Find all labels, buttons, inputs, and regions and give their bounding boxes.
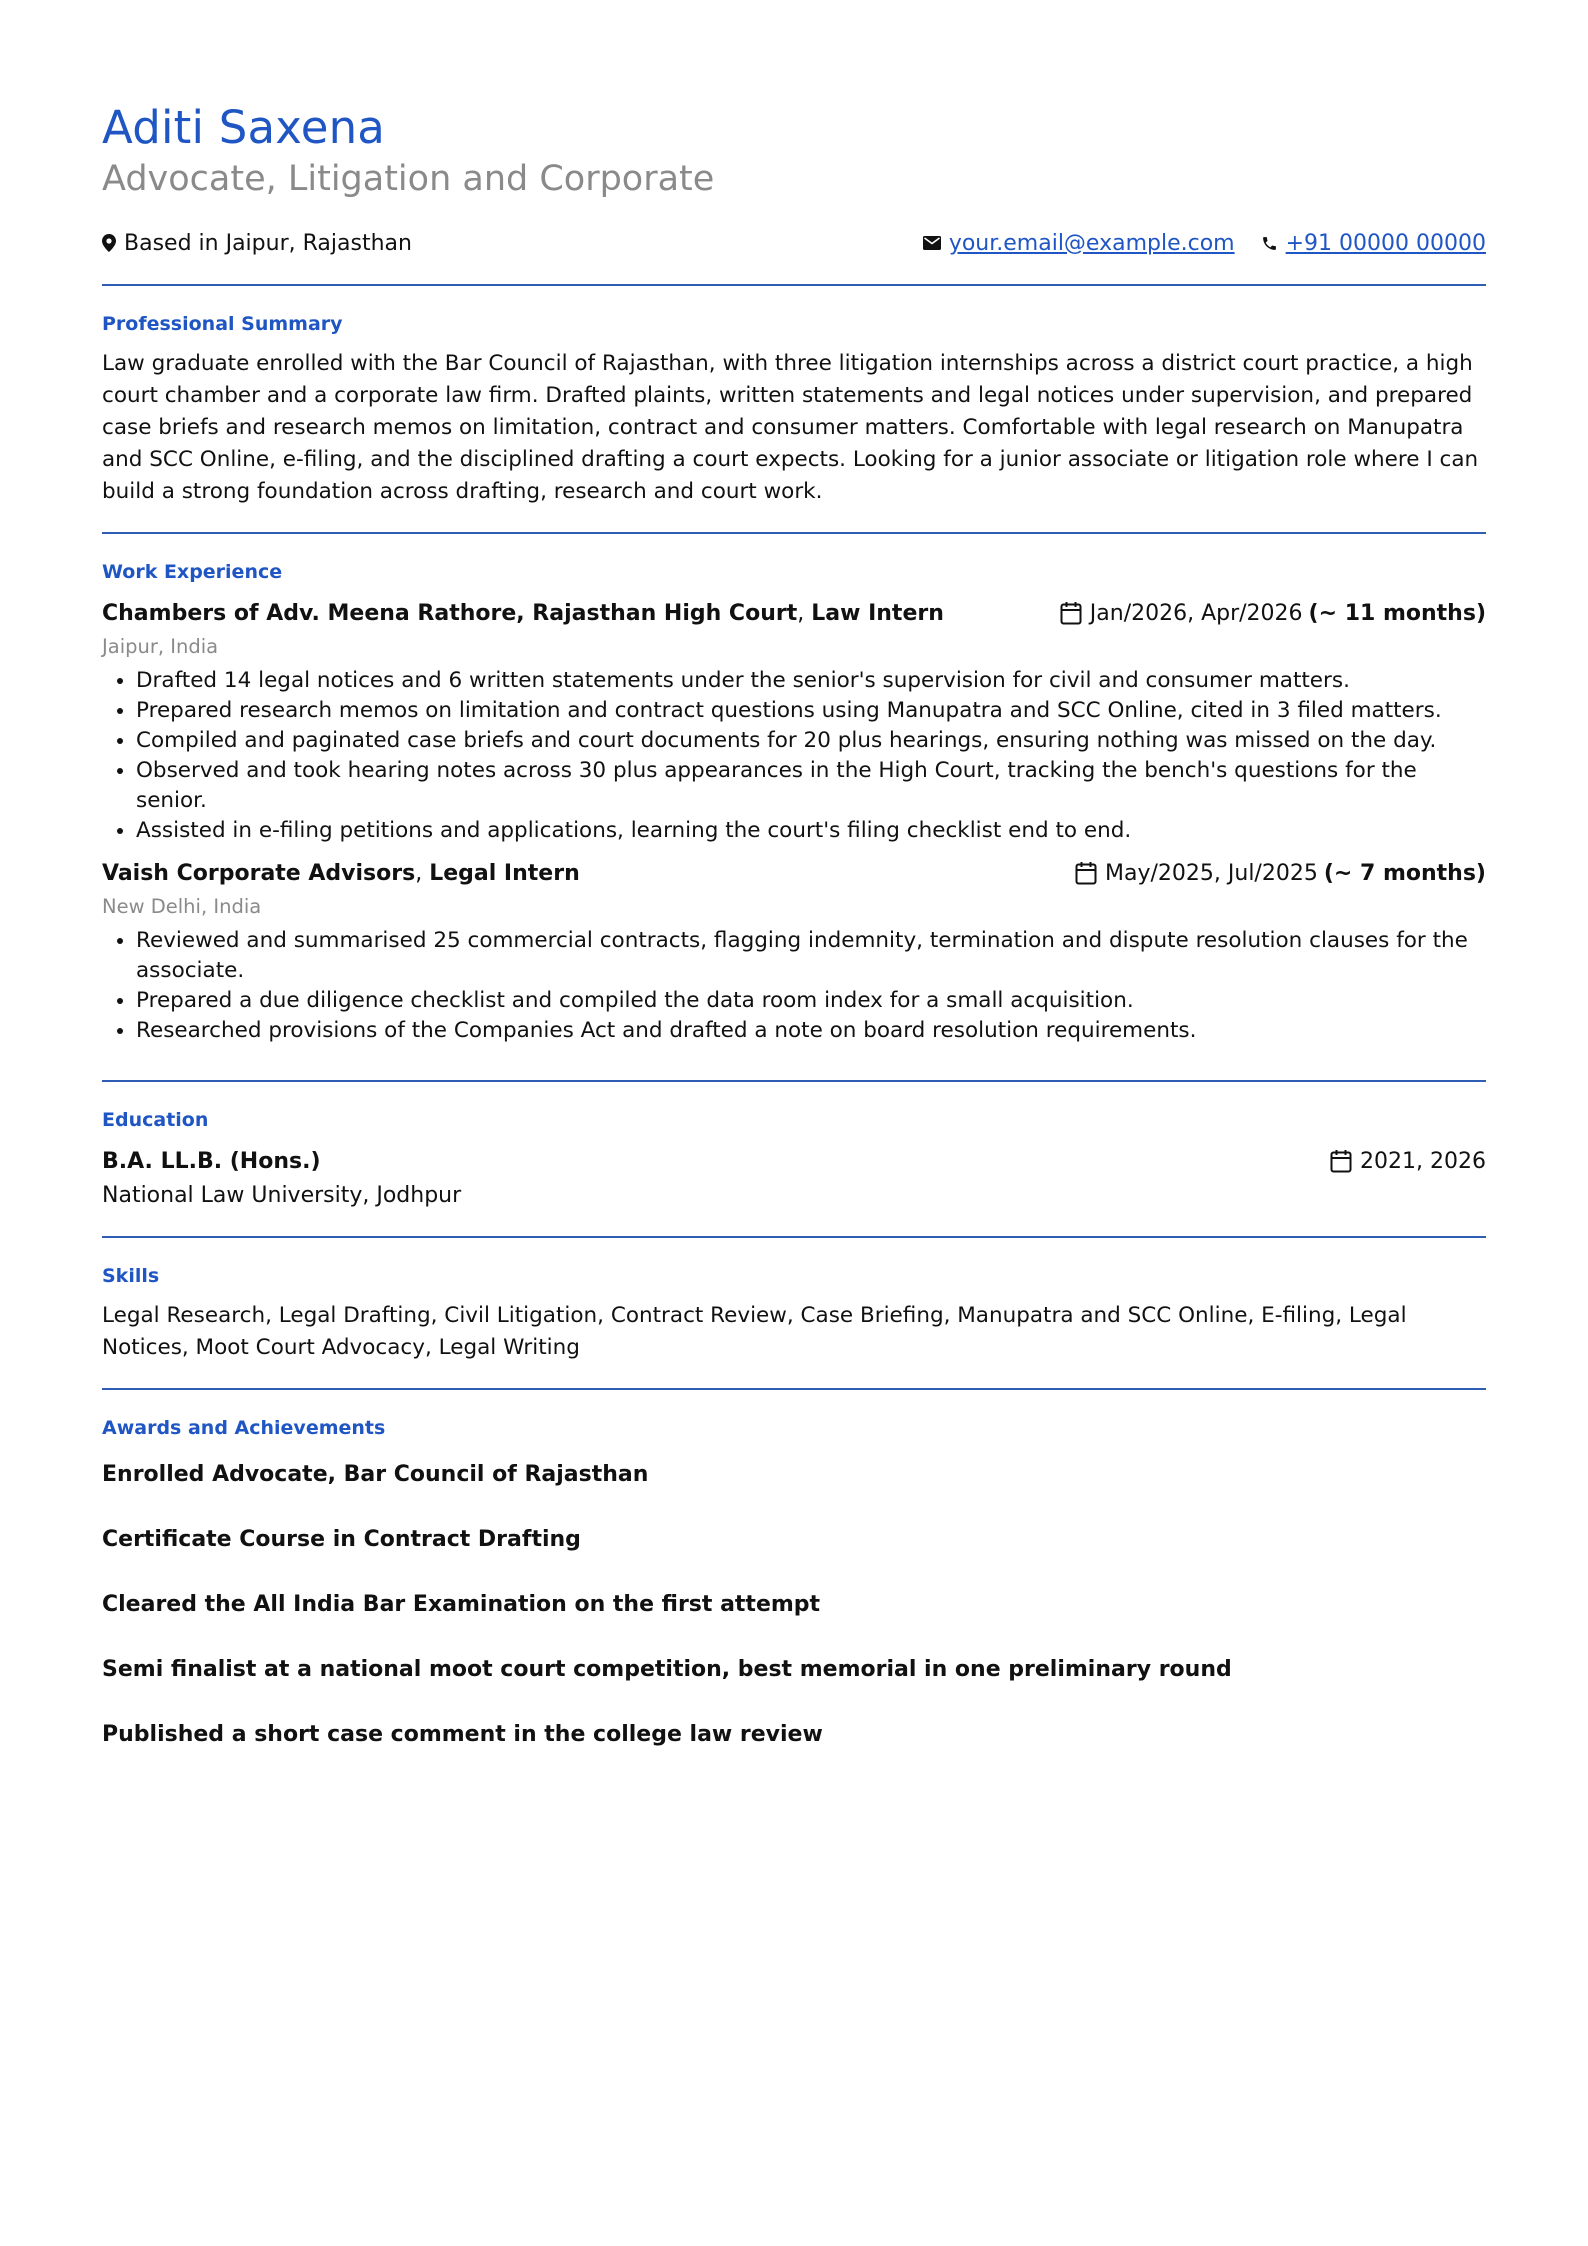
bullet-item: • Prepared a due diligence checklist and compiled the data room index for a small acquisition. bbox=[136, 986, 1486, 1016]
award-item: Semi finalist at a national moot court competition, best memorial in one preliminary round bbox=[102, 1657, 1232, 1682]
job-date-range: Jan/2026, Apr/2026 bbox=[1089, 600, 1303, 626]
job-bullets bbox=[102, 926, 1486, 1046]
phone-item bbox=[1261, 231, 1486, 256]
skills-text: Legal Research, Legal Drafting, Civil Litigation, Contract Review, Case Briefing, Manupatra and SCC Online, E-filing, Legal Notices, Moot Court Advocacy, Legal Writing bbox=[102, 1303, 1407, 1360]
bullet-item: • Assisted in e-filing petitions and applications, learning the court's filing checklist end to end. bbox=[136, 816, 1486, 846]
location-text: Based in Jaipur, Rajasthan bbox=[124, 230, 412, 256]
email-link[interactable]: your.email@example.com bbox=[948, 230, 1235, 256]
awards-heading: Awards and Achievements bbox=[102, 1417, 386, 1439]
job-header bbox=[102, 856, 1486, 890]
job-header bbox=[102, 596, 1486, 630]
school-name: National Law University, Jodhpur bbox=[102, 1183, 462, 1208]
job-title-line bbox=[102, 861, 580, 886]
job-employer: Chambers of Adv. Meena Rathore, Rajasthan High Court bbox=[102, 600, 798, 626]
envelope-icon bbox=[923, 236, 941, 250]
job-separator: , bbox=[415, 860, 430, 886]
bullet-item: • Prepared research memos on limitation and contract questions using Manupatra and SCC Online, cited in 3 filed matters. bbox=[136, 696, 1486, 726]
summary-text: Law graduate enrolled with the Bar Council of Rajasthan, with three litigation internships across a district court practice, a high court chamber and a corporate law firm. Drafted plaints, written statements and legal notices under supervision, and prepared case briefs and research memos on limitation, contract and consumer matters. Comfortable with legal research on Manupatra and SCC Online, e-filing, and the disciplined drafting a court expects. Looking for a junior associate or litigation role where I can build a strong foundation across drafting, research and court work. bbox=[102, 351, 1479, 504]
skills-heading: Skills bbox=[102, 1265, 160, 1287]
phone-link[interactable]: +91 00000 00000 bbox=[1285, 230, 1486, 256]
contact-row bbox=[102, 228, 1486, 258]
job-dates bbox=[1075, 861, 1486, 886]
job-bullets bbox=[102, 666, 1486, 846]
job-title-line bbox=[102, 601, 944, 626]
email-item bbox=[923, 231, 1235, 256]
award-item: Cleared the All India Bar Examination on the first attempt bbox=[102, 1592, 821, 1617]
job-role: Legal Intern bbox=[429, 860, 580, 886]
job-location: New Delhi, India bbox=[102, 895, 262, 918]
calendar-icon bbox=[1330, 1149, 1352, 1173]
job-duration: (~ 7 months) bbox=[1323, 860, 1486, 886]
bullet-item: • Drafted 14 legal notices and 6 written statements under the senior's supervision for civil and consumer matters. bbox=[136, 666, 1486, 696]
experience-heading: Work Experience bbox=[102, 561, 283, 583]
bullet-item: • Reviewed and summarised 25 commercial contracts, flagging indemnity, termination and dispute resolution clauses for the associate. bbox=[136, 926, 1486, 986]
job-separator: , bbox=[797, 600, 812, 626]
map-pin-icon bbox=[102, 234, 116, 252]
phone-icon bbox=[1261, 235, 1278, 252]
job-role: Law Intern bbox=[811, 600, 944, 626]
job-location: Jaipur, India bbox=[102, 635, 219, 658]
education-heading: Education bbox=[102, 1109, 209, 1131]
contact-links bbox=[897, 231, 1486, 256]
job-entry bbox=[102, 596, 1486, 846]
summary-heading: Professional Summary bbox=[102, 313, 343, 335]
degree: B.A. LL.B. (Hons.) bbox=[102, 1148, 321, 1174]
education-date-range: 2021, 2026 bbox=[1360, 1148, 1486, 1174]
job-duration: (~ 11 months) bbox=[1308, 600, 1486, 626]
location-info bbox=[102, 231, 412, 256]
awards-section bbox=[102, 1390, 1486, 1774]
calendar-icon bbox=[1075, 861, 1097, 885]
education-section bbox=[102, 1082, 1486, 1236]
candidate-name: Aditi Saxena bbox=[102, 101, 386, 154]
education-header bbox=[102, 1144, 1486, 1178]
education-dates bbox=[1330, 1149, 1486, 1174]
award-item: Certificate Course in Contract Drafting bbox=[102, 1527, 581, 1552]
calendar-icon bbox=[1060, 601, 1082, 625]
job-date-range: May/2025, Jul/2025 bbox=[1105, 860, 1318, 886]
award-item: Published a short case comment in the college law review bbox=[102, 1722, 823, 1747]
job-entry bbox=[102, 856, 1486, 1046]
experience-section bbox=[102, 534, 1486, 1080]
bullet-item: • Observed and took hearing notes across 30 plus appearances in the High Court, tracking the bench's questions for the senior. bbox=[136, 756, 1486, 816]
bullet-item: • Compiled and paginated case briefs and court documents for 20 plus hearings, ensuring nothing was missed on the day. bbox=[136, 726, 1486, 756]
bullet-item: • Researched provisions of the Companies Act and drafted a note on board resolution requirements. bbox=[136, 1016, 1486, 1046]
skills-section bbox=[102, 1238, 1486, 1388]
awards-list bbox=[102, 1460, 1486, 1750]
summary-section bbox=[102, 286, 1486, 532]
job-dates bbox=[1060, 601, 1486, 626]
job-employer: Vaish Corporate Advisors bbox=[102, 860, 416, 886]
award-item: Enrolled Advocate, Bar Council of Rajasthan bbox=[102, 1462, 649, 1487]
candidate-title: Advocate, Litigation and Corporate bbox=[102, 159, 715, 199]
